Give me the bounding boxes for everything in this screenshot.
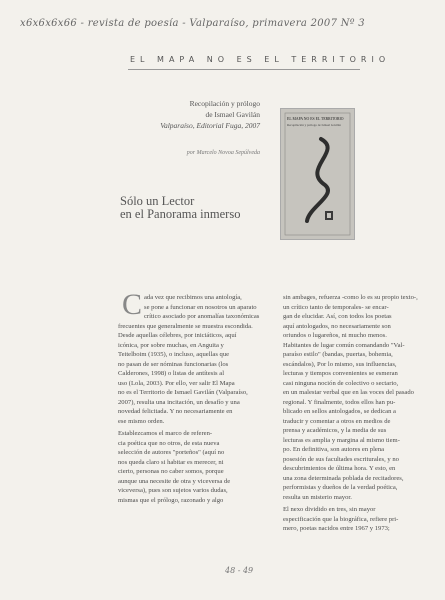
text-line: escándalos), Por lo mismo, sus influencias, — [283, 360, 397, 368]
text-line: prensa y académicos, y la media de sus — [283, 427, 387, 434]
review-title-line: Sólo un Lector — [120, 194, 195, 208]
text-line: descubrimientos de última hora. Y esto, en — [283, 465, 396, 472]
book-cover-subtitle: Recopilación y prólogo de Ismael Gavilán — [287, 123, 341, 127]
text-line: en un malestar verbal que en las voces del pasado — [283, 389, 414, 396]
text-line: mismas que el prólogo, razonado y algo — [118, 496, 224, 504]
section-title-rule — [128, 69, 360, 70]
text-line: viceversa), pues son sujetos varios dudas, — [118, 487, 228, 494]
book-credits — [130, 98, 260, 131]
review-title-line: en el Panorama inmerso — [120, 207, 241, 221]
book-cover-art — [281, 109, 354, 239]
text-line: especificación que la biográfica, refiere pri- — [283, 515, 399, 523]
byline: por Marcelo Novoa Sepúlveda — [186, 150, 260, 156]
text-line: aquí antologados, no necesariamente son — [283, 322, 391, 330]
text-line: selección de autores "porteños" (aquí no — [118, 449, 225, 456]
text-line: El nexo dividido en tres, sin mayor — [283, 506, 376, 513]
text-line: traducir y comentar a otros en medios de — [283, 417, 391, 425]
paragraph — [283, 293, 433, 502]
text-line: cierto, personas no caber somos, porque — [118, 468, 224, 475]
text-line: una zona determinada poblada de recitadores, — [283, 474, 404, 482]
paragraph — [118, 293, 280, 426]
text-line: regional. Y finalmente, todos ellos han pu- — [283, 398, 396, 406]
text-line: resulta un misterio mayor. — [283, 493, 352, 501]
text-line: crítico asociado por anomalías taxonómicas — [144, 313, 260, 320]
credit-line: Valparaíso, Editorial Fuga, 2007 — [160, 121, 260, 130]
left-column — [118, 293, 280, 505]
text-line: oriundos o lugareños, ni mucho menos. — [283, 332, 387, 339]
text-line: Teitelboim (1935), o incluso, aquellas que — [118, 351, 230, 358]
book-cover-image — [280, 108, 355, 240]
text-line: se pone a funcionar en nosotros un aparato — [144, 303, 257, 311]
text-line: sin ambages, refuerza -como lo es su propio texto-, — [283, 294, 418, 301]
text-line: un crítico tanto de temporales- se encar- — [283, 303, 389, 311]
text-line: icónica, por sobre muchas, en Anguita y — [118, 341, 224, 349]
text-line: blicado en sellos antologados, se dedican a — [283, 408, 396, 415]
text-line: lecturas es amplia y margina al mismo tiem- — [283, 436, 400, 444]
text-line: performistas y dueños de la verdad poética, — [283, 484, 398, 491]
text-line: mero, poetas nacidos entre 1967 y 1973; — [283, 525, 390, 532]
text-line: no pasan de ser nóminas funcionarias (los — [118, 360, 229, 368]
text-line: gan de elucidar. Así, con todos los poetas — [283, 313, 392, 320]
text-line: no es el Territorio de Ismael Gavilán (Valparaíso, — [118, 389, 248, 396]
text-line: Desde aquellas célebres, por iniciáticos, aquí — [118, 332, 237, 339]
text-line: 2007), resulta una incitación, un desafío y una — [118, 398, 240, 406]
paragraph — [283, 505, 433, 534]
page-numbers: 48 - 49 — [225, 566, 254, 575]
text-line: paraíso estilo" (bandas, puertas, bohemia, — [283, 351, 393, 358]
text-line: Habitantes de lugar común comandando "Val- — [283, 341, 405, 349]
paragraph — [118, 429, 280, 505]
text-line: cia poética que no otros, de esta nueva — [118, 439, 220, 447]
right-column — [283, 293, 433, 534]
credit-line: de Ismael Gavilán — [205, 110, 260, 119]
handwritten-note: x6x6x6x66 - revista de poesía - Valparaíso, primavera 2007 Nº 3 — [20, 18, 365, 29]
book-cover-title: EL MAPA NO ES EL TERRITORIO — [287, 117, 344, 121]
text-line: posesión de sus facultades escriturales, y no — [283, 455, 399, 463]
text-line: aunque una necesite de otra y viceversa de — [118, 477, 231, 485]
text-line: po. En definitiva, son autores en plena — [283, 446, 385, 453]
drop-cap: C — [122, 288, 143, 321]
text-line: novedad felicitada. Y no necesariamente en — [118, 408, 233, 415]
text-line: casi ninguna noción de colectivo o sectario, — [283, 379, 399, 387]
text-line: Calderones, 1998) o listas de antítesis al — [118, 370, 225, 377]
section-title: EL MAPA NO ES EL TERRITORIO — [130, 55, 391, 64]
text-line: ese mismo orden. — [118, 417, 165, 425]
text-line: nos queda claro si habitar es merecer, ni — [118, 458, 224, 466]
text-line: Establezcamos el marco de referen- — [118, 430, 213, 437]
text-line: ada vez que recibimos una antología, — [144, 294, 242, 301]
credit-line: Recopilación y prólogo — [189, 99, 260, 108]
text-line: uso (Lola, 2003). Por ello, ver salir El Mapa — [118, 379, 235, 387]
review-title — [120, 195, 270, 221]
text-line: frecuentes que generalmente se muestra escondida. — [118, 322, 253, 330]
text-line: lecturas y tiempos convenientes se esmeran — [283, 370, 398, 377]
